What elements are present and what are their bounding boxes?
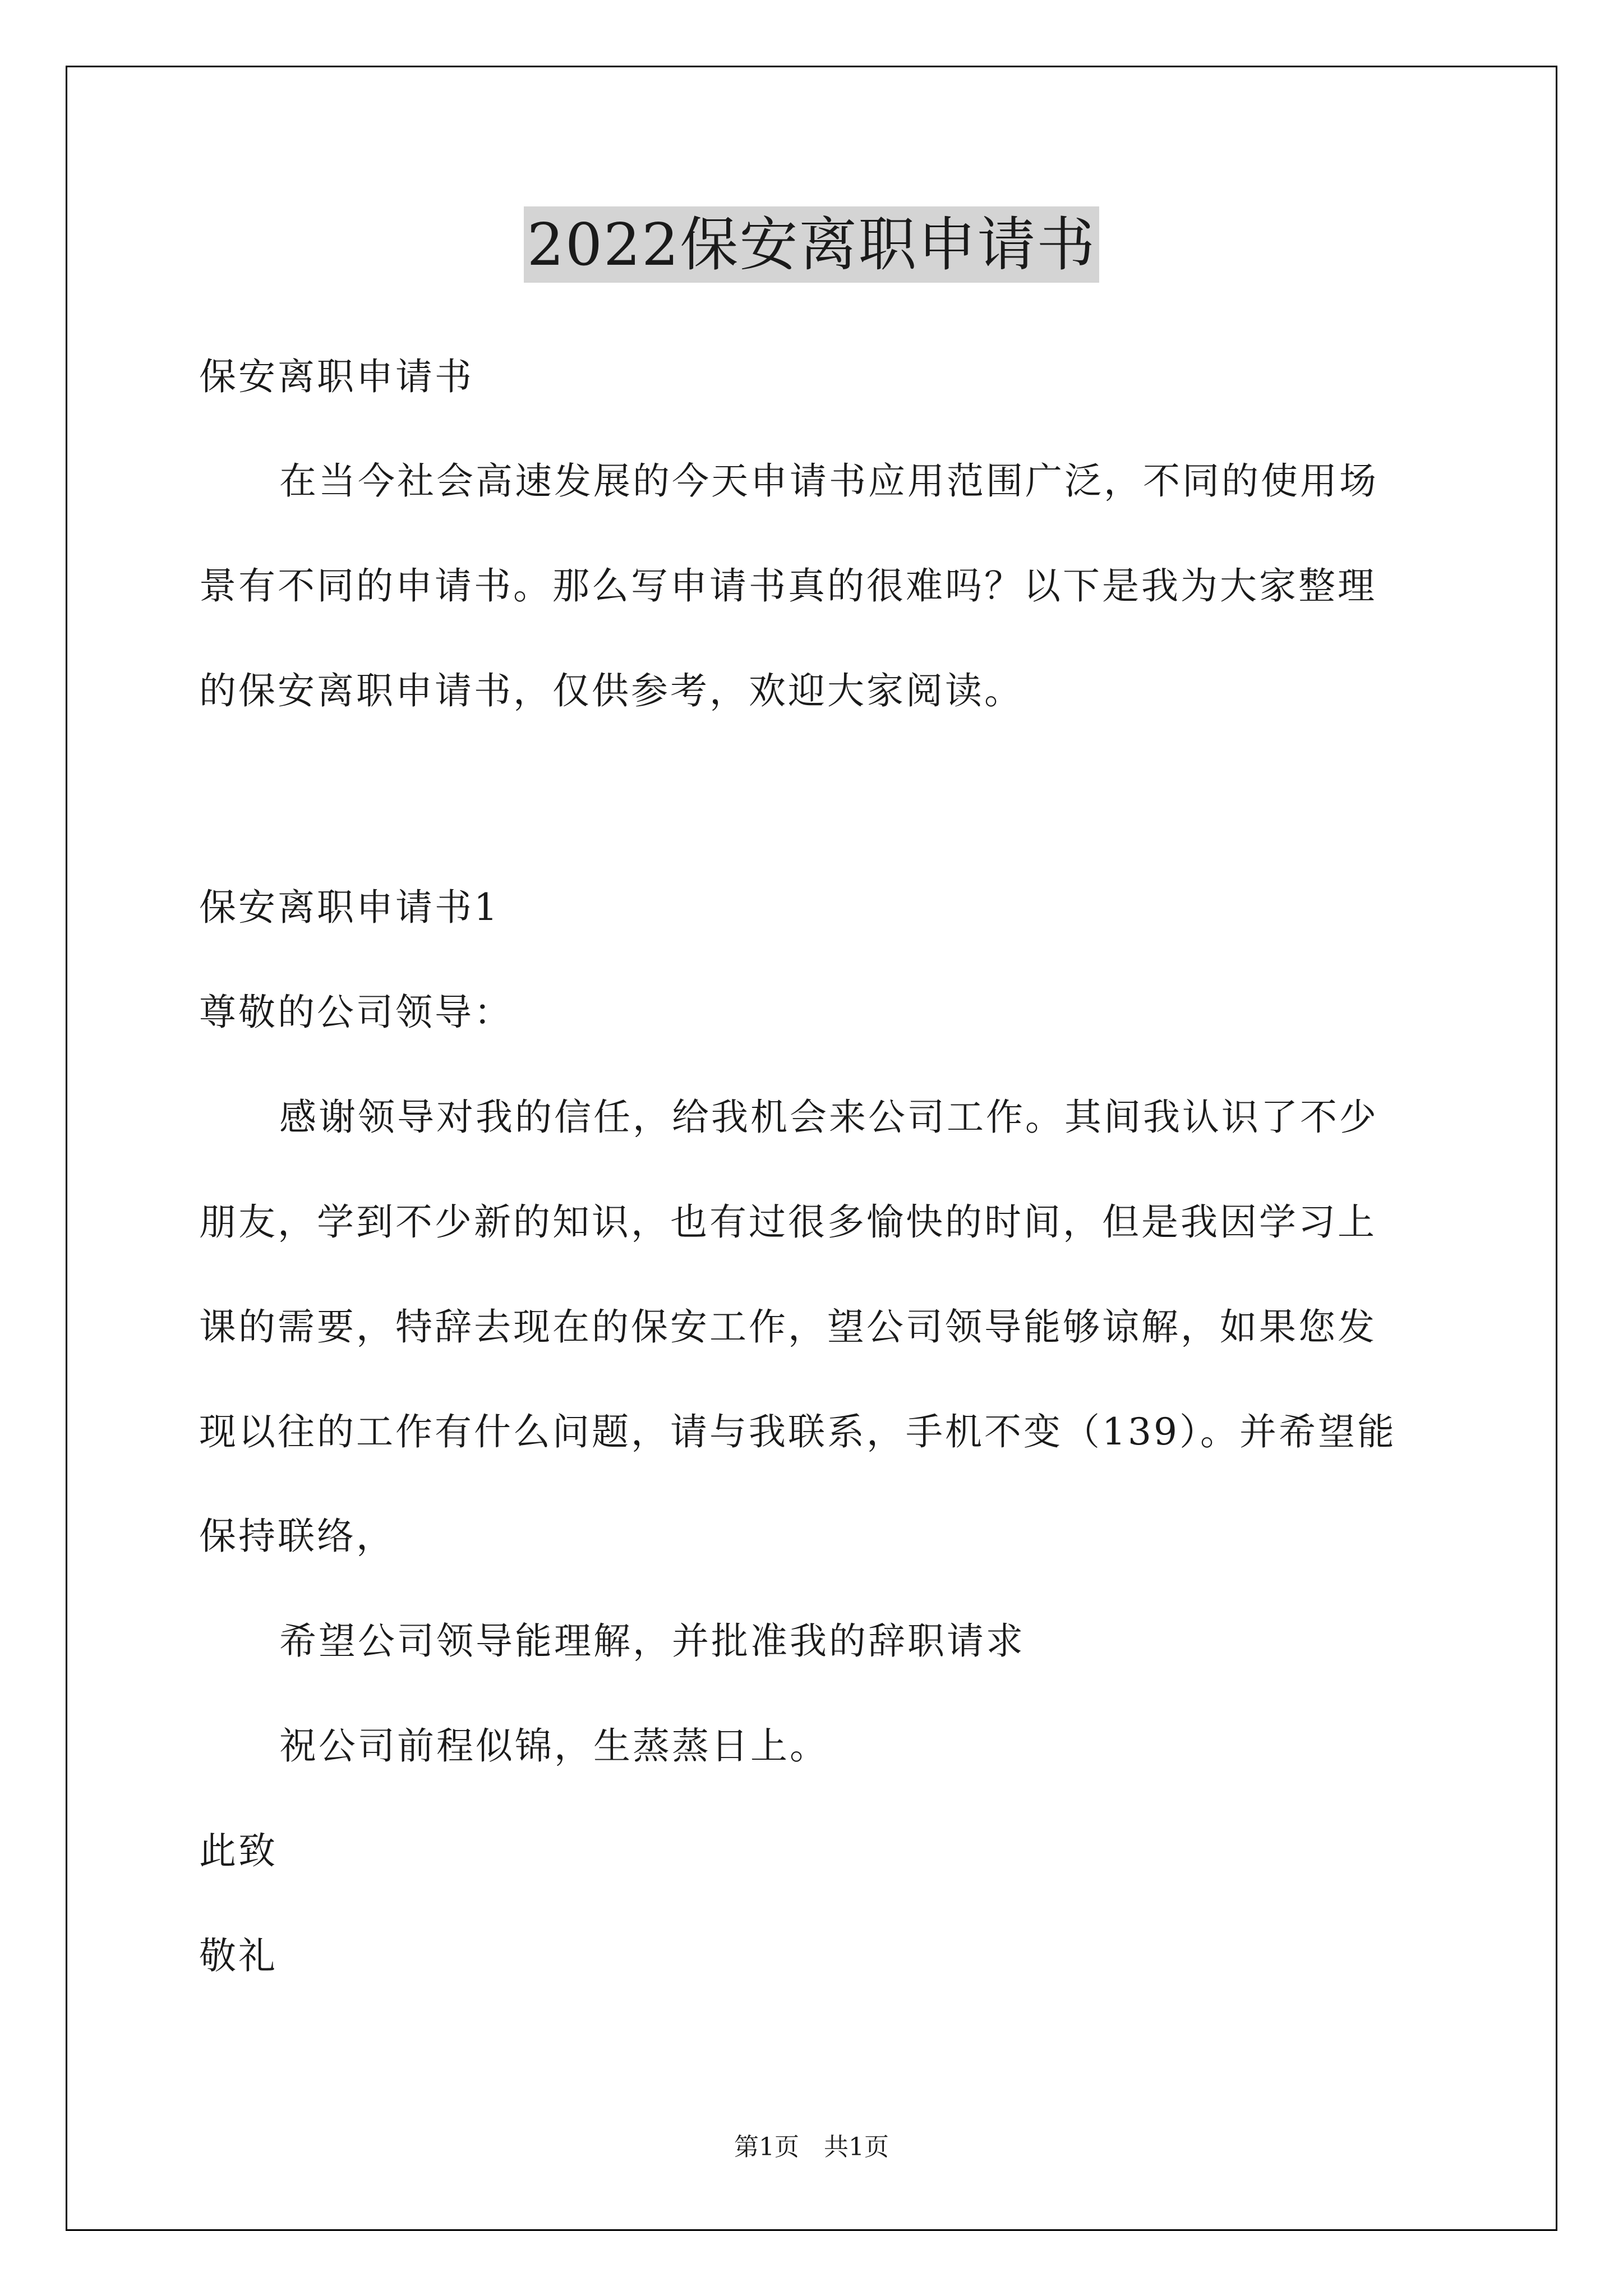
document-title: 2022保安离职申请书 — [524, 206, 1100, 283]
section-heading: 保安离职申请书1 — [199, 886, 500, 929]
body-line-2: 朋友，学到不少新的知识，也有过很多愉快的时间，但是我因学习上 — [199, 1200, 1377, 1244]
intro-line-2: 景有不同的申请书。那么写申请书真的很难吗？以下是我为大家整理 — [199, 564, 1377, 608]
title-container — [0, 206, 1623, 283]
closing-line-1: 此致 — [199, 1829, 278, 1872]
body-line-1: 感谢领导对我的信任，给我机会来公司工作。其间我认识了不少 — [279, 1096, 1378, 1139]
wish-line: 祝公司前程似锦，生蒸蒸日上。 — [279, 1724, 829, 1768]
body-line-5: 保持联络， — [199, 1515, 395, 1558]
body-line-3: 课的需要，特辞去现在的保安工作，望公司领导能够谅解，如果您发 — [199, 1305, 1377, 1349]
intro-line-1: 在当今社会高速发展的今天申请书应用范围广泛，不同的使用场 — [279, 459, 1378, 503]
request-line: 希望公司领导能理解，并批准我的辞职请求 — [279, 1619, 1025, 1663]
page-footer: 第1页 共1页 — [734, 2133, 889, 2161]
intro-line-3: 的保安离职申请书，仅供参考，欢迎大家阅读。 — [199, 669, 1023, 712]
body-line-4: 现以往的工作有什么问题，请与我联系，手机不变（139）。并希望能 — [199, 1410, 1396, 1453]
closing-line-2: 敬礼 — [199, 1934, 278, 1977]
subtitle: 保安离职申请书 — [199, 355, 474, 398]
salutation: 尊敬的公司领导： — [199, 991, 513, 1034]
